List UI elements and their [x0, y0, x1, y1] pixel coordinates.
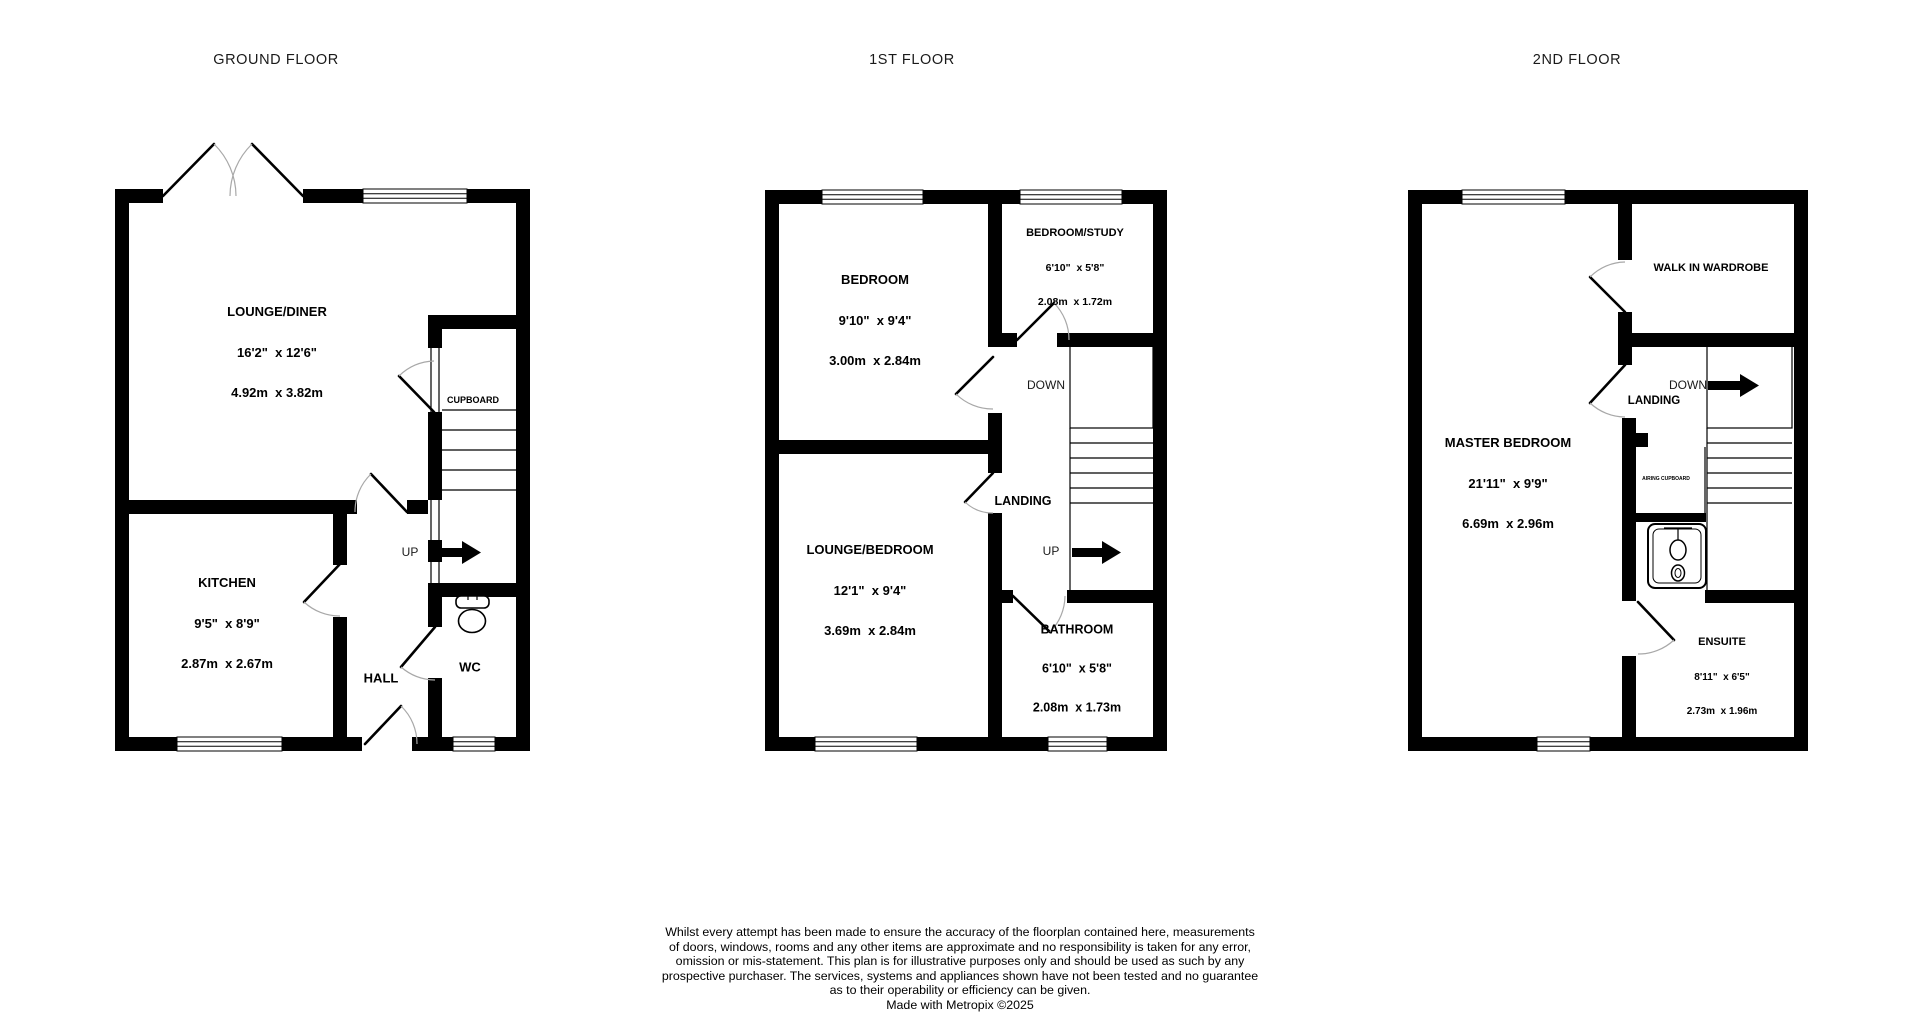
wall	[1636, 433, 1648, 447]
room-name: LOUNGE/DINER	[227, 303, 327, 319]
room-label-kitchen	[181, 549, 273, 698]
room-dim-metric: 3.00m x 2.84m	[829, 352, 921, 368]
room-dim-imperial: 16'2" x 12'6"	[237, 344, 317, 360]
wall	[765, 190, 779, 751]
wall	[1622, 656, 1636, 737]
second-floor-title: 2ND FLOOR	[1532, 52, 1622, 68]
room-dim-imperial: 21'11" x 9'9"	[1468, 475, 1548, 491]
room-label-ensuite	[1687, 614, 1758, 741]
room-label-airing-cupboard: AIRING CUPBOARD	[1642, 476, 1690, 482]
kitchen-door	[304, 564, 340, 616]
wall	[765, 737, 815, 751]
room-dim-metric: 6.69m x 2.96m	[1462, 515, 1554, 531]
lounge-door	[355, 474, 407, 512]
room-label-walk-in-wardrobe: WALK IN WARDROBE	[1653, 262, 1769, 274]
wall	[115, 189, 163, 203]
disclaimer-line: as to their operability or efficiency can be given.	[829, 983, 1091, 998]
room-label-master-bedroom	[1445, 409, 1571, 558]
master-bedroom-door	[1590, 365, 1625, 417]
wall	[988, 204, 1002, 333]
window	[453, 737, 495, 751]
room-label-lounge-bedroom	[806, 516, 933, 665]
wall	[1408, 190, 1422, 751]
disclaimer-line: omission or mis-statement. This plan is for illustrative purposes only and should be used as such by any	[675, 954, 1245, 969]
down-arrow-icon	[1708, 374, 1759, 397]
window	[1537, 737, 1590, 751]
wall	[917, 737, 1048, 751]
wall	[1705, 590, 1794, 603]
room-name: BATHROOM	[1040, 622, 1114, 637]
window	[1462, 190, 1565, 204]
disclaimer-line: prospective purchaser. The services, systems and appliances shown have not been tested and no guarantee	[661, 968, 1259, 983]
wall	[412, 737, 453, 751]
wall	[1122, 190, 1167, 204]
window	[363, 189, 467, 203]
room-name: LOUNGE/BEDROOM	[806, 541, 934, 557]
wall	[516, 189, 530, 751]
wall	[1408, 190, 1462, 204]
disclaimer-text	[662, 925, 1258, 1013]
wall	[988, 590, 1013, 603]
window	[822, 190, 923, 204]
room-dim-metric: 2.73m x 1.96m	[1686, 705, 1758, 717]
room-label-lounge-diner	[227, 278, 327, 427]
wall	[988, 333, 1017, 347]
room-label-bedroom	[829, 246, 921, 395]
wall	[428, 412, 442, 500]
room-dim-imperial: 9'5" x 8'9"	[194, 615, 260, 631]
room-name: BEDROOM	[841, 271, 909, 287]
wall	[1618, 312, 1632, 365]
wall	[333, 514, 347, 565]
disclaimer-line: Whilst every attempt has been made to ensure the accuracy of the floorplan contained here, measurements	[665, 925, 1255, 939]
toilet-icon	[456, 593, 489, 633]
cupboard-door	[399, 348, 439, 412]
room-dim-imperial: 9'10" x 9'4"	[838, 312, 912, 328]
room-label-wc: WC	[459, 659, 481, 675]
room-dim-metric: 3.69m x 2.84m	[824, 622, 916, 638]
room-name: ENSUITE	[1698, 635, 1746, 648]
wall	[428, 315, 442, 348]
wardrobe-door	[1590, 262, 1625, 312]
wall	[442, 583, 516, 597]
wall	[282, 737, 362, 751]
stairs-down-label: DOWN	[1669, 378, 1707, 392]
ground-floor-title: GROUND FLOOR	[213, 52, 339, 68]
lounge-bedroom-door	[965, 473, 993, 513]
stairs-down-label: DOWN	[1027, 378, 1065, 392]
wall	[988, 513, 1002, 737]
room-name: KITCHEN	[198, 574, 256, 590]
window	[1020, 190, 1122, 204]
room-dim-metric: 2.87m x 2.67m	[181, 655, 273, 671]
room-label-cupboard: CUPBOARD	[446, 395, 500, 405]
stairs-up	[442, 410, 516, 490]
room-dim-imperial: 12'1" x 9'4"	[833, 582, 907, 598]
wall	[467, 189, 530, 203]
room-name: MASTER BEDROOM	[1444, 434, 1572, 450]
wall	[1618, 204, 1632, 260]
wc-door	[401, 627, 435, 680]
wall	[115, 737, 177, 751]
wall	[988, 413, 1002, 473]
room-label-bedroom-study	[1026, 205, 1124, 332]
wall	[495, 737, 530, 751]
wall	[1794, 190, 1808, 751]
wall	[1622, 418, 1636, 601]
wall	[303, 189, 363, 203]
wall	[333, 617, 347, 737]
wall	[1565, 190, 1808, 204]
wall	[1408, 737, 1537, 751]
first-floor-title: 1ST FLOOR	[869, 52, 955, 68]
room-label-landing: LANDING	[1627, 395, 1681, 407]
wall	[1636, 513, 1706, 522]
wall	[428, 583, 442, 627]
wall	[129, 500, 357, 514]
disclaimer-line: of doors, windows, rooms and any other items are approximate and no responsibility is taken for any error,	[669, 939, 1251, 954]
wall	[1153, 190, 1167, 751]
room-dim-imperial: 8'11" x 6'5"	[1694, 671, 1750, 683]
disclaimer-credit: Made with Metropix ©2025	[886, 997, 1034, 1012]
french-door	[163, 144, 303, 196]
stairs-up-label: UP	[1042, 544, 1060, 558]
ensuite-door	[1638, 602, 1674, 654]
wall	[115, 189, 129, 751]
up-arrow-icon	[1072, 541, 1121, 564]
bedroom-door	[956, 357, 993, 409]
room-label-landing: LANDING	[994, 494, 1052, 508]
room-label-hall: HALL	[363, 670, 399, 686]
window	[177, 737, 282, 751]
room-dim-metric: 4.92m x 3.82m	[231, 384, 323, 400]
room-name: BEDROOM/STUDY	[1026, 226, 1124, 239]
window	[815, 737, 917, 751]
wall	[407, 500, 428, 514]
wall	[428, 678, 442, 737]
room-dim-metric: 2.08m x 1.72m	[1037, 295, 1113, 308]
room-label-bathroom	[1033, 598, 1121, 741]
wall	[765, 440, 988, 454]
sink-icon	[1648, 524, 1706, 588]
front-door	[365, 706, 417, 744]
room-dim-imperial: 6'10" x 5'8"	[1042, 661, 1112, 676]
room-dim-imperial: 6'10" x 5'8"	[1045, 261, 1105, 274]
stairs-up-label: UP	[401, 545, 419, 559]
wall	[923, 190, 1020, 204]
wall	[765, 190, 822, 204]
room-dim-metric: 2.08m x 1.73m	[1032, 700, 1122, 715]
